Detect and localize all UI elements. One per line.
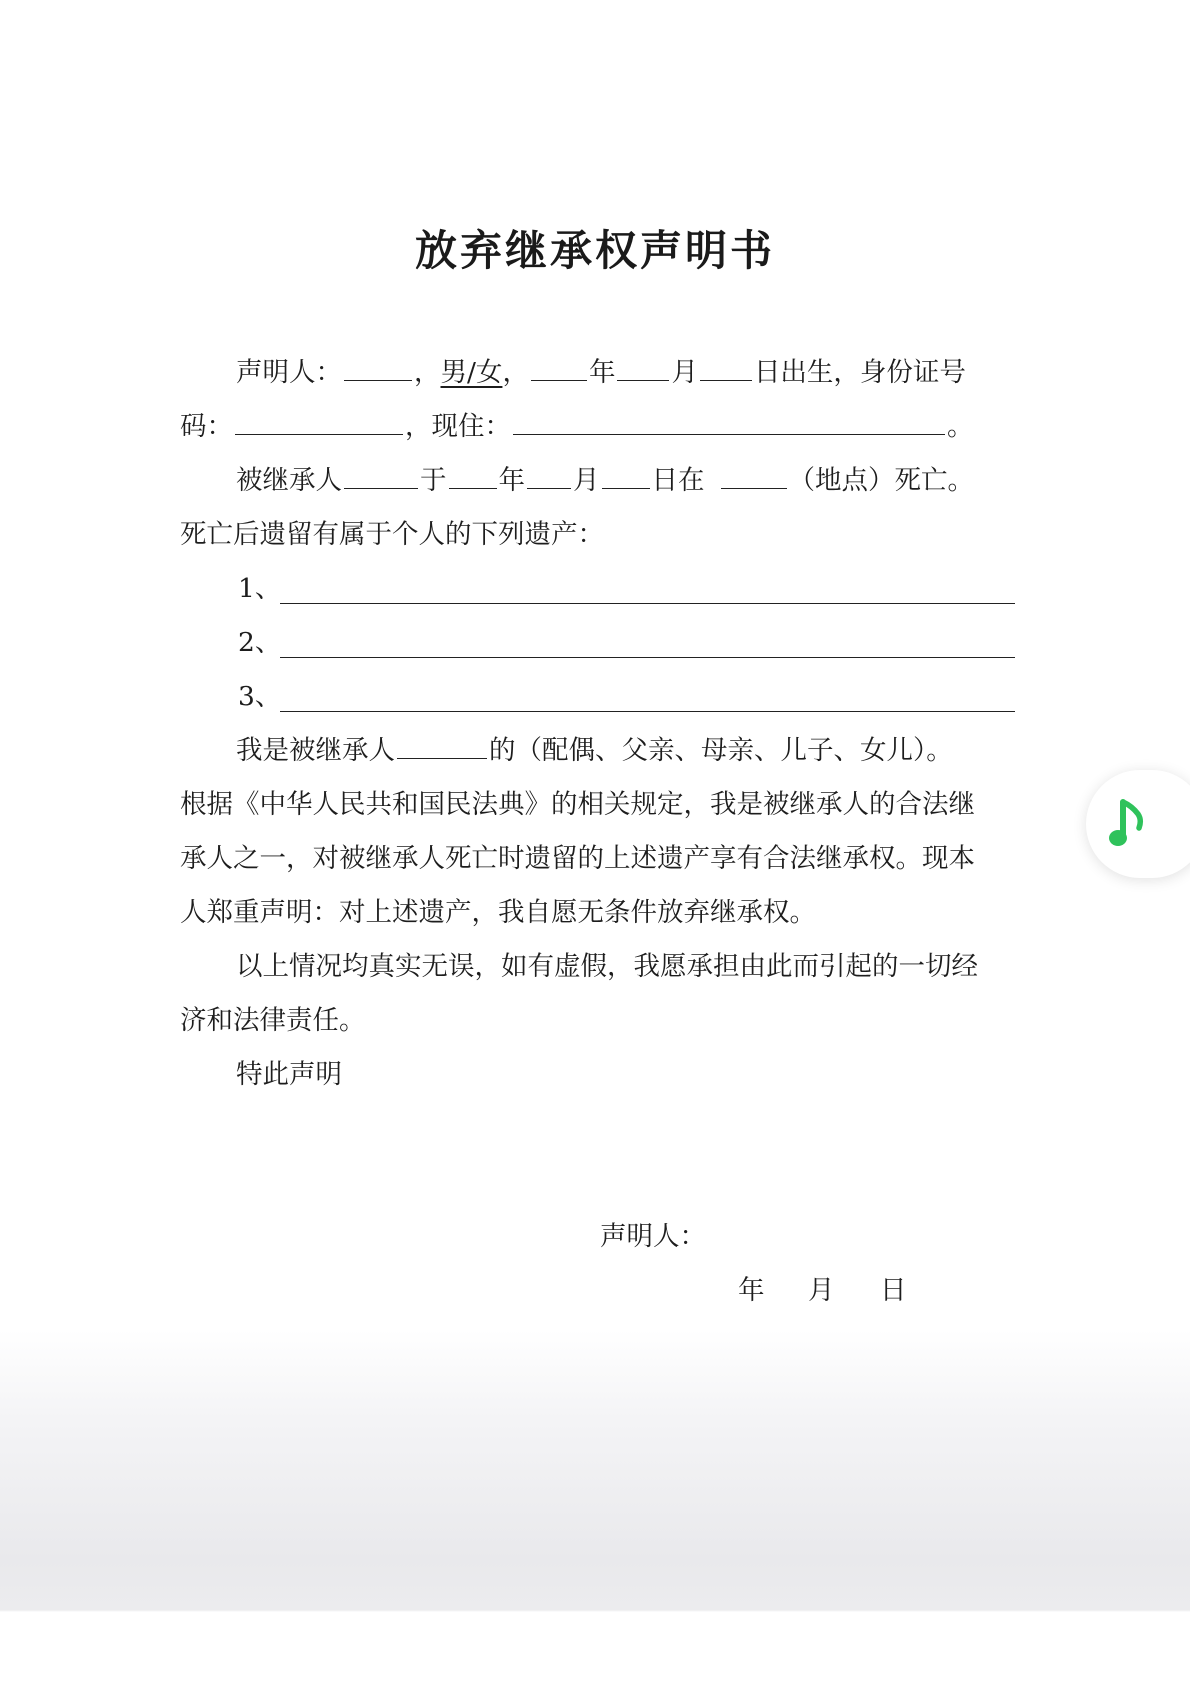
decedent-line-2 — [180, 506, 1015, 564]
sign-year: 年 — [738, 1275, 765, 1306]
relation-blank — [397, 728, 487, 759]
liability-line-2: 济和法律责任。 — [180, 1005, 366, 1036]
law-line-3: 人郑重声明：对上述遗产，我自愿无条件放弃继承权。 — [180, 897, 816, 928]
on-label: 于 — [420, 465, 447, 496]
decedent-label: 被继承人 — [236, 465, 342, 496]
place-blank — [721, 458, 787, 489]
gender-option: 男/女 — [440, 357, 503, 388]
relation-options: 的（配偶、父亲、母亲、儿子、女儿）。 — [489, 735, 953, 766]
item-blank-line — [280, 603, 1015, 604]
item-blank-line — [280, 657, 1015, 658]
estate-item-1 — [238, 560, 1015, 618]
declarant-line-1 — [180, 344, 1015, 402]
law-line-1: 根据《中华人民共和国民法典》的相关规定，我是被继承人的合法继 — [180, 789, 975, 820]
law-line-2: 承人之一，对被继承人死亡时遗留的上述遗产享有合法继承权。现本 — [180, 843, 975, 874]
declarant-label: 声明人： — [236, 357, 342, 388]
birth-year-blank — [531, 350, 587, 381]
period: 。 — [947, 411, 974, 442]
id-label-cont: 码： — [180, 411, 233, 442]
death-day-blank — [602, 458, 650, 489]
day-at-label: 日在 — [651, 465, 705, 496]
name-blank — [344, 350, 412, 381]
id-number-blank — [235, 404, 403, 435]
place-death-label: （地点）死亡。 — [788, 465, 974, 496]
declarant-line-2 — [180, 398, 1015, 456]
estate-item-2 — [238, 614, 1015, 672]
item-blank-line — [280, 711, 1015, 712]
item-number: 1、 — [238, 573, 282, 604]
address-blank — [513, 404, 945, 435]
item-number: 3、 — [238, 681, 282, 712]
birth-id-label: 日出生，身份证号 — [753, 357, 966, 388]
item-number: 2、 — [238, 627, 282, 658]
birth-day-blank — [700, 350, 752, 381]
month-label: 月 — [671, 357, 698, 388]
closing-statement: 特此声明 — [236, 1059, 342, 1090]
comma: ， — [502, 357, 529, 388]
comma: ， — [414, 357, 441, 388]
music-note-icon — [1108, 798, 1154, 850]
document-title: 放弃继承权声明书 — [414, 226, 775, 275]
month-label: 月 — [573, 465, 600, 496]
decedent-line-1 — [180, 452, 1015, 510]
estate-intro: 死亡后遗留有属于个人的下列遗产： — [180, 519, 604, 550]
death-month-blank — [527, 458, 571, 489]
year-label: 年 — [588, 357, 616, 388]
death-year-blank — [449, 458, 497, 489]
relation-line — [180, 722, 1015, 780]
sign-month: 月 — [808, 1275, 835, 1306]
address-label: ，现住： — [405, 411, 511, 442]
sign-day: 日 — [880, 1275, 907, 1306]
birth-month-blank — [617, 350, 669, 381]
year-label: 年 — [498, 465, 525, 496]
decedent-name-blank — [344, 458, 418, 489]
estate-item-3 — [238, 668, 1015, 726]
music-player-button[interactable] — [1086, 770, 1190, 878]
liability-line-1: 以上情况均真实无误，如有虚假，我愿承担由此而引起的一切经 — [236, 951, 978, 982]
signature-label: 声明人： — [600, 1221, 706, 1252]
relation-label: 我是被继承人 — [236, 735, 395, 766]
